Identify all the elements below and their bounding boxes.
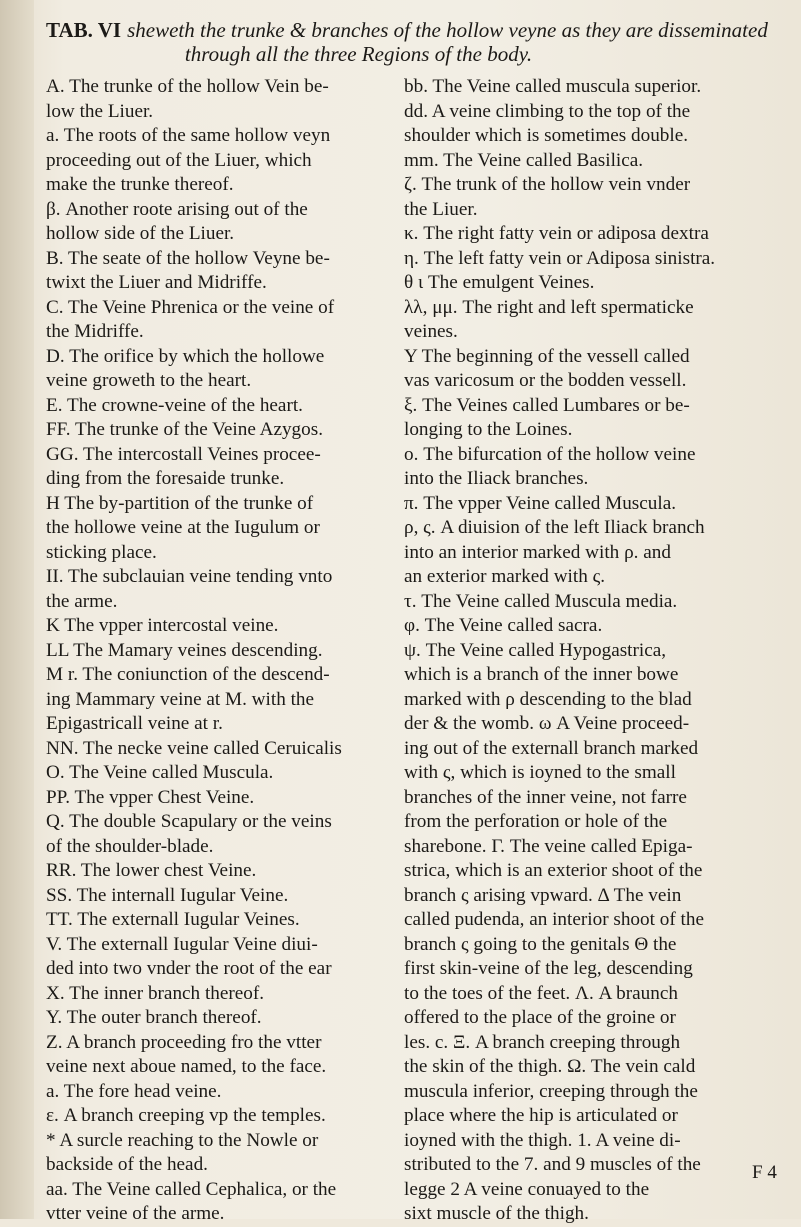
left-line: a. The roots of the same hollow veyn [46,125,331,146]
left-line: aa. The Veine called Cephalica, or the [46,1178,337,1200]
left-line: PP. The vpper Chest Veine. [46,786,255,808]
right-line: muscula inferior, creeping through the [404,1080,698,1102]
right-line: offered to the place of the groine or [404,1007,676,1028]
right-line: sharebone. Γ. The veine called Epiga- [404,835,693,857]
left-line: make the trunke thereof. [46,174,234,195]
right-line: ζ. The trunk of the hollow vein vnder [404,174,691,195]
right-line: an exterior marked with ς. [404,566,606,587]
left-line: ded into two vnder the root of the ear [46,958,332,979]
left-line: NN. The necke veine called Ceruicalis [46,737,342,759]
binding-gutter [0,0,34,1219]
right-line: λλ, μμ. The right and left spermaticke [404,296,694,318]
left-column [46,75,396,1227]
catchword: F 4 [752,1162,777,1183]
left-line: SS. The internall Iugular Veine. [46,884,289,906]
left-line: low the Liuer. [46,100,154,122]
left-line: A. The trunke of the hollow Vein be- [46,76,329,97]
right-line: ing out of the externall branch marked [404,737,699,759]
left-line: Z. A branch proceeding fro the vtter [46,1031,322,1053]
right-line: η. The left fatty vein or Adiposa sinistra. [404,247,716,269]
page-header [46,18,791,66]
right-line: θ ι The emulgent Veines. [404,272,595,293]
left-line: the arme. [46,590,118,612]
left-line: TT. The externall Iugular Veines. [46,909,300,930]
header-title-line2: through all the three Regions of the body. [184,42,533,66]
left-line: II. The subclauian veine tending vnto [46,566,333,587]
left-line: Y. The outer branch thereof. [46,1007,262,1028]
right-line: branch ς going to the genitals Θ the [404,933,677,955]
left-line: the hollowe veine at the Iugulum or [46,517,320,538]
right-line: the Liuer. [404,198,478,220]
right-line: φ. The Veine called sacra. [404,615,603,636]
left-line: veine next aboue named, to the face. [46,1056,327,1077]
right-line: with ς, which is ioyned to the small [404,762,676,783]
left-line: β. Another roote arising out of the [46,198,308,220]
right-line: mm. The Veine called Basilica. [404,149,644,171]
right-line: into an interior marked with ρ. and [404,541,671,563]
left-line: the Midriffe. [46,321,144,342]
right-line: which is a branch of the inner bowe [404,664,679,685]
right-line: sixt muscle of the thigh. [404,1203,589,1224]
left-line: backside of the head. [46,1154,208,1175]
left-line: twixt the Liuer and Midriffe. [46,272,267,293]
left-line: X. The inner branch thereof. [46,982,265,1004]
right-line: τ. The Veine called Muscula media. [404,590,678,612]
left-line: hollow side of the Liuer. [46,223,235,244]
right-line: ξ. The Veines called Lumbares or be- [404,394,690,416]
left-line: GG. The intercostall Veines procee- [46,443,321,465]
left-line: ding from the foresaide trunke. [46,468,285,489]
right-line: marked with ρ descending to the blad [404,688,692,710]
right-line: branch ς arising vpward. Δ The vein [404,884,682,906]
right-line: place where the hip is articulated or [404,1105,678,1126]
left-line: FF. The trunke of the Veine Azygos. [46,419,324,440]
left-line: ing Mammary veine at M. with the [46,688,315,710]
right-line: legge 2 A veine conuayed to the [404,1178,650,1200]
left-line: Q. The double Scapulary or the veins [46,811,332,832]
left-line: M r. The coniunction of the descend- [46,664,330,685]
right-line: to the toes of the feet. Λ. A braunch [404,982,678,1004]
header-title-line1: sheweth the trunke & branches of the hollow veyne as they are disseminated [127,18,768,42]
right-line: ioyned with the thigh. 1. A veine di- [404,1129,681,1151]
left-line: sticking place. [46,541,157,563]
right-line: les. c. Ξ. A branch creeping through [404,1031,681,1053]
right-line: veines. [404,321,458,342]
left-line: E. The crowne-veine of the heart. [46,394,303,416]
right-line: into the Iliack branches. [404,468,589,489]
right-line: vas varicosum or the bodden vessell. [404,370,687,391]
right-line: called pudenda, an interior shoot of the [404,909,704,930]
right-line: first skin-veine of the leg, descending [404,958,693,979]
left-line: C. The Veine Phrenica or the veine of [46,296,335,318]
right-line: branches of the inner veine, not farre [404,786,687,808]
left-line: LL The Mamary veines descending. [46,639,323,661]
right-line: ρ, ς. A diuision of the left Iliack branch [404,517,705,538]
right-line: shoulder which is sometimes double. [404,125,689,146]
right-line: bb. The Veine called muscula superior. [404,76,702,97]
left-line: H The by-partition of the trunke of [46,492,314,514]
left-line: ε. A branch creeping vp the temples. [46,1105,326,1126]
right-line: Y The beginning of the vessell called [404,345,690,367]
left-line: K The vpper intercostal veine. [46,615,279,636]
left-line: * A surcle reaching to the Nowle or [46,1129,319,1151]
right-line: ο. The bifurcation of the hollow veine [404,443,696,465]
right-line: stributed to the 7. and 9 muscles of the [404,1154,701,1175]
right-line: dd. A veine climbing to the top of the [404,100,691,122]
right-column [404,75,776,1227]
right-line: der & the womb. ω A Veine proceed- [404,713,690,734]
left-line: proceeding out of the Liuer, which [46,149,312,171]
left-line: O. The Veine called Muscula. [46,762,274,783]
left-line: veine groweth to the heart. [46,370,252,391]
right-line: strica, which is an exterior shoot of the [404,860,703,881]
left-line: B. The seate of the hollow Veyne be- [46,247,330,269]
right-line: longing to the Loines. [404,419,573,440]
left-line: V. The externall Iugular Veine diui- [46,933,318,955]
left-line: of the shoulder-blade. [46,835,214,857]
left-line: a. The fore head veine. [46,1080,222,1102]
plate-number: TAB. VI [46,18,122,42]
left-line: RR. The lower chest Veine. [46,860,257,881]
right-line: from the perforation or hole of the [404,811,668,832]
right-line: π. The vpper Veine called Muscula. [404,492,677,514]
right-line: ψ. The Veine called Hypogastrica, [404,639,667,661]
right-line: κ. The right fatty vein or adiposa dextra [404,223,709,244]
left-line: D. The orifice by which the hollowe [46,345,325,367]
right-line: the skin of the thigh. Ω. The vein cald [404,1056,696,1077]
left-line: vtter veine of the arme. [46,1203,225,1224]
left-line: Epigastricall veine at r. [46,713,223,734]
